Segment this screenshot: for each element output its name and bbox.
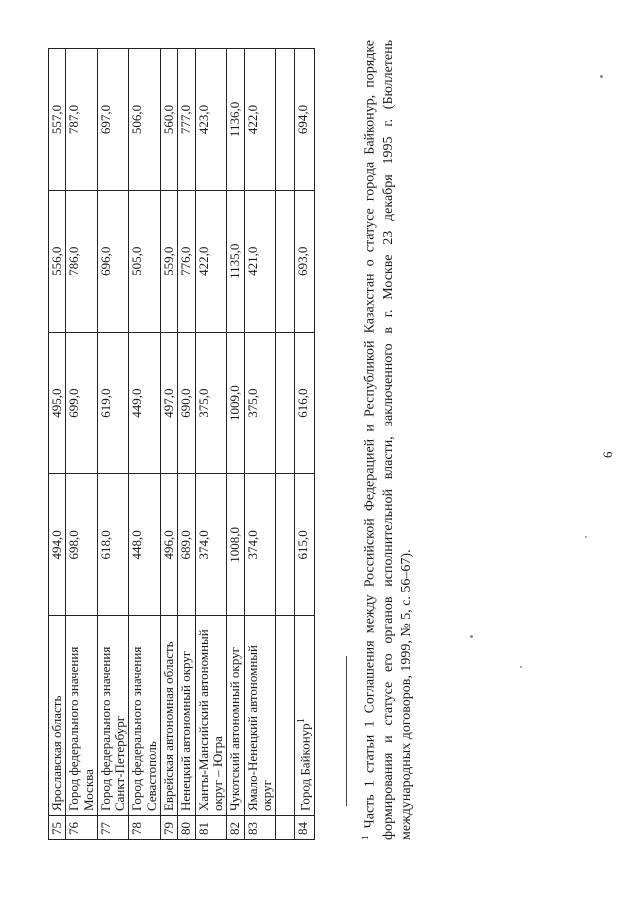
region-name-text: Город Байконур	[297, 723, 313, 812]
value-cell: 776,0	[178, 190, 195, 332]
row-number: 83	[244, 816, 276, 840]
value-cell: 505,0	[129, 190, 161, 332]
value-cell: 615,0	[295, 474, 315, 616]
table-row	[66, 49, 98, 840]
row-number: 78	[129, 816, 161, 840]
value-cell: 1135,0	[227, 190, 244, 332]
scan-speck	[585, 536, 587, 538]
row-number: 82	[227, 816, 244, 840]
value-cell: 422,0	[195, 190, 227, 332]
value-cell: 698,0	[66, 474, 98, 616]
row-number: 81	[195, 816, 227, 840]
value-cell: 506,0	[129, 49, 161, 191]
value-cell: 1008,0	[227, 474, 244, 616]
region-name: Чукотский автономный округ	[227, 616, 244, 816]
value-cell: 560,0	[161, 49, 178, 191]
region-name: Ненецкий автономный округ	[178, 616, 195, 816]
value-cell: 375,0	[195, 332, 227, 474]
value-cell: 449,0	[129, 332, 161, 474]
table-row	[97, 49, 129, 840]
table-row	[227, 49, 244, 840]
region-name: Ханты-Мансийский автономный округ – Югра	[195, 616, 227, 816]
table-body	[49, 49, 315, 840]
region-name: Город федерального значения Санкт-Петербург	[97, 616, 129, 816]
value-cell: 1009,0	[227, 332, 244, 474]
scan-speck	[520, 666, 522, 668]
value-cell: 497,0	[161, 332, 178, 474]
region-name	[295, 616, 315, 816]
value-cell: 696,0	[97, 190, 129, 332]
value-cell: 694,0	[295, 49, 315, 191]
value-cell: 557,0	[49, 49, 66, 191]
value-cell: 693,0	[295, 190, 315, 332]
row-number: 80	[178, 816, 195, 840]
row-number: 79	[161, 816, 178, 840]
value-cell: 495,0	[49, 332, 66, 474]
region-name: Город федерального значения Москва	[66, 616, 98, 816]
table-row	[195, 49, 227, 840]
value-cell: 496,0	[161, 474, 178, 616]
value-cell: 494,0	[49, 474, 66, 616]
value-cell: 422,0	[244, 49, 276, 191]
table-spacer-row	[276, 49, 295, 840]
footnote-marker: 1	[295, 717, 308, 724]
value-cell: 374,0	[244, 474, 276, 616]
table-row	[49, 49, 66, 840]
table-row	[295, 49, 315, 840]
value-cell: 423,0	[195, 49, 227, 191]
footnote	[360, 40, 416, 840]
data-table	[48, 48, 315, 840]
table-row	[178, 49, 195, 840]
row-number: 75	[49, 816, 66, 840]
row-number: 84	[295, 816, 315, 840]
value-cell: 374,0	[195, 474, 227, 616]
table-row	[244, 49, 276, 840]
region-name: Ямало-Ненецкий автономный округ	[244, 616, 276, 816]
footnote-separator	[346, 656, 347, 806]
value-cell: 616,0	[295, 332, 315, 474]
value-cell: 556,0	[49, 190, 66, 332]
value-cell: 697,0	[97, 49, 129, 191]
value-cell: 787,0	[66, 49, 98, 191]
row-number: 76	[66, 816, 98, 840]
region-name: Ярославская область	[49, 616, 66, 816]
region-name: Еврейская автономная область	[161, 616, 178, 816]
value-cell: 699,0	[66, 332, 98, 474]
region-name: Город федерального значения Севастополь	[129, 616, 161, 816]
value-cell: 421,0	[244, 190, 276, 332]
row-number: 77	[97, 816, 129, 840]
value-cell: 619,0	[97, 332, 129, 474]
table-row	[129, 49, 161, 840]
value-cell: 559,0	[161, 190, 178, 332]
value-cell: 777,0	[178, 49, 195, 191]
page-number: 6	[600, 451, 615, 458]
value-cell: 618,0	[97, 474, 129, 616]
value-cell: 786,0	[66, 190, 98, 332]
value-cell: 375,0	[244, 332, 276, 474]
value-cell: 690,0	[178, 332, 195, 474]
footnote-text: Часть 1 статьи 1 Соглашения между Российской Федерацией и Республикой Казахстан о статусе города Байконур, порядке формирования и статусе его органов исполнительной власти, заключенного в г. Москве 23 декабря 1995 г. (Бюллетень международных договоров, 1999, № 5, с. 56–67).	[362, 40, 415, 840]
scan-speck	[470, 635, 473, 638]
value-cell: 689,0	[178, 474, 195, 616]
scan-speck	[600, 75, 603, 78]
value-cell: 448,0	[129, 474, 161, 616]
value-cell: 1136,0	[227, 49, 244, 191]
table-row	[161, 49, 178, 840]
footnote-number: 1	[360, 835, 370, 840]
